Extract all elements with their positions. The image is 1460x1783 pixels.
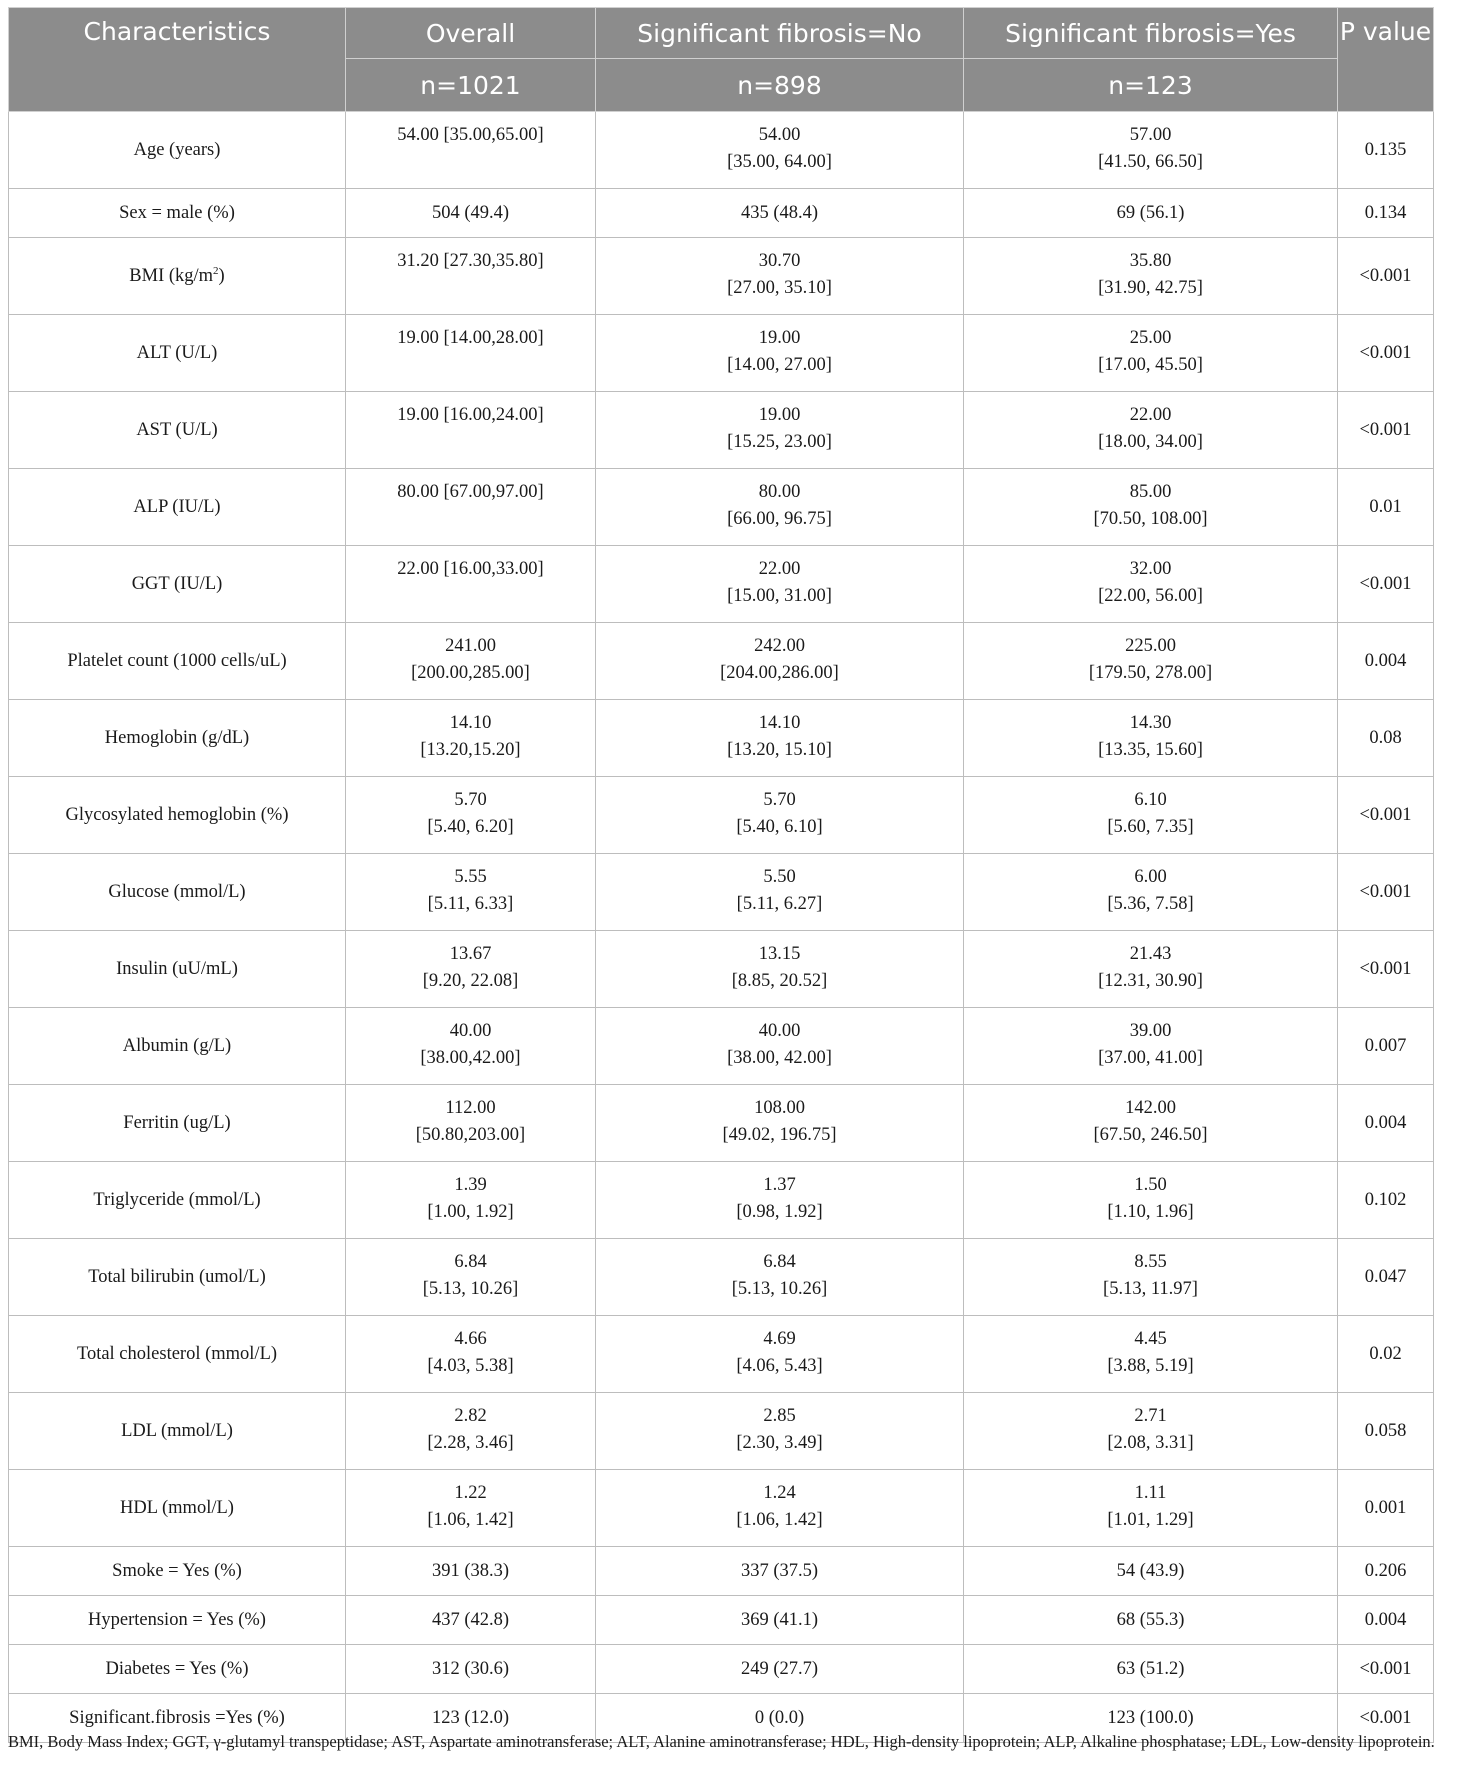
table-row — [9, 931, 1434, 1008]
cell-overall: 312 (30.6) — [346, 1645, 596, 1694]
cell-fibrosis-yes: 69 (56.1) — [964, 189, 1338, 238]
cell-fibrosis-no: 435 (48.4) — [596, 189, 964, 238]
cell-p-value: <0.001 — [1338, 931, 1434, 1008]
row-label: Glucose (mmol/L) — [9, 854, 346, 931]
table-row — [9, 1162, 1434, 1239]
cell-fibrosis-no: 6.84 [5.13, 10.26] — [596, 1239, 964, 1316]
cell-p-value: 0.02 — [1338, 1316, 1434, 1393]
header-fibrosis-no: Significant fibrosis=No — [596, 8, 964, 59]
cell-overall: 1.39 [1.00, 1.92] — [346, 1162, 596, 1239]
table-body — [9, 112, 1434, 1743]
cell-overall: 504 (49.4) — [346, 189, 596, 238]
cell-p-value: 0.004 — [1338, 1085, 1434, 1162]
cell-overall: 123 (12.0) — [346, 1694, 596, 1743]
table-row — [9, 1645, 1434, 1694]
cell-fibrosis-yes: 1.50 [1.10, 1.96] — [964, 1162, 1338, 1239]
row-label: Age (years) — [9, 112, 346, 189]
cell-fibrosis-no: 5.50 [5.11, 6.27] — [596, 854, 964, 931]
table-row — [9, 623, 1434, 700]
table-row — [9, 189, 1434, 238]
cell-p-value: 0.135 — [1338, 112, 1434, 189]
table-row — [9, 854, 1434, 931]
table-row — [9, 1085, 1434, 1162]
row-label: Hemoglobin (g/dL) — [9, 700, 346, 777]
row-label: HDL (mmol/L) — [9, 1470, 346, 1547]
cell-overall: 19.00 [16.00,24.00] — [346, 392, 596, 469]
table-row — [9, 777, 1434, 854]
row-label: Diabetes = Yes (%) — [9, 1645, 346, 1694]
characteristics-table — [8, 7, 1434, 1743]
cell-fibrosis-no: 0 (0.0) — [596, 1694, 964, 1743]
cell-fibrosis-no: 80.00 [66.00, 96.75] — [596, 469, 964, 546]
cell-p-value: <0.001 — [1338, 854, 1434, 931]
row-label: Sex = male (%) — [9, 189, 346, 238]
cell-p-value: 0.047 — [1338, 1239, 1434, 1316]
cell-fibrosis-no: 369 (41.1) — [596, 1596, 964, 1645]
cell-fibrosis-yes: 225.00 [179.50, 278.00] — [964, 623, 1338, 700]
header-p-value: P value — [1338, 8, 1434, 112]
table-row — [9, 1547, 1434, 1596]
cell-p-value: 0.08 — [1338, 700, 1434, 777]
cell-overall: 40.00 [38.00,42.00] — [346, 1008, 596, 1085]
cell-fibrosis-no: 13.15 [8.85, 20.52] — [596, 931, 964, 1008]
table-header — [9, 8, 1434, 112]
cell-overall: 5.55 [5.11, 6.33] — [346, 854, 596, 931]
cell-p-value: 0.206 — [1338, 1547, 1434, 1596]
cell-fibrosis-no: 1.37 [0.98, 1.92] — [596, 1162, 964, 1239]
cell-fibrosis-yes: 68 (55.3) — [964, 1596, 1338, 1645]
header-n-no: n=898 — [596, 59, 964, 112]
row-label: Smoke = Yes (%) — [9, 1547, 346, 1596]
table-row — [9, 1008, 1434, 1085]
cell-overall: 5.70 [5.40, 6.20] — [346, 777, 596, 854]
cell-fibrosis-no: 242.00 [204.00,286.00] — [596, 623, 964, 700]
cell-fibrosis-no: 30.70 [27.00, 35.10] — [596, 238, 964, 315]
table-footnote: BMI, Body Mass Index; GGT, γ-glutamyl transpeptidase; AST, Aspartate aminotransferase; ALT, Alanine aminotransferase; HDL, High-density lipoprotein; ALP, Alkaline phosphatase; LDL, Low-density lipoprotein. — [8, 1732, 1435, 1751]
cell-fibrosis-yes: 22.00 [18.00, 34.00] — [964, 392, 1338, 469]
row-label-text: BMI (kg/m — [129, 265, 214, 286]
cell-fibrosis-yes: 14.30 [13.35, 15.60] — [964, 700, 1338, 777]
cell-fibrosis-no: 1.24 [1.06, 1.42] — [596, 1470, 964, 1547]
row-label: ALT (U/L) — [9, 315, 346, 392]
cell-fibrosis-no: 5.70 [5.40, 6.10] — [596, 777, 964, 854]
table-row — [9, 238, 1434, 315]
table-row — [9, 1239, 1434, 1316]
cell-fibrosis-yes: 54 (43.9) — [964, 1547, 1338, 1596]
cell-fibrosis-yes: 85.00 [70.50, 108.00] — [964, 469, 1338, 546]
cell-p-value: <0.001 — [1338, 238, 1434, 315]
cell-fibrosis-no: 19.00 [14.00, 27.00] — [596, 315, 964, 392]
row-label: Albumin (g/L) — [9, 1008, 346, 1085]
cell-fibrosis-yes: 142.00 [67.50, 246.50] — [964, 1085, 1338, 1162]
cell-fibrosis-yes: 2.71 [2.08, 3.31] — [964, 1393, 1338, 1470]
table-row — [9, 469, 1434, 546]
cell-overall: 54.00 [35.00,65.00] — [346, 112, 596, 189]
table-row — [9, 392, 1434, 469]
table-row — [9, 1316, 1434, 1393]
cell-p-value: <0.001 — [1338, 1694, 1434, 1743]
cell-fibrosis-yes: 35.80 [31.90, 42.75] — [964, 238, 1338, 315]
cell-overall: 19.00 [14.00,28.00] — [346, 315, 596, 392]
cell-overall: 112.00 [50.80,203.00] — [346, 1085, 596, 1162]
cell-p-value: 0.004 — [1338, 1596, 1434, 1645]
cell-p-value: 0.058 — [1338, 1393, 1434, 1470]
header-characteristics: Characteristics — [9, 8, 346, 112]
cell-fibrosis-yes: 8.55 [5.13, 11.97] — [964, 1239, 1338, 1316]
cell-p-value: 0.007 — [1338, 1008, 1434, 1085]
cell-fibrosis-yes: 4.45 [3.88, 5.19] — [964, 1316, 1338, 1393]
cell-fibrosis-no: 22.00 [15.00, 31.00] — [596, 546, 964, 623]
cell-fibrosis-yes: 32.00 [22.00, 56.00] — [964, 546, 1338, 623]
row-label: AST (U/L) — [9, 392, 346, 469]
cell-fibrosis-no: 2.85 [2.30, 3.49] — [596, 1393, 964, 1470]
cell-overall: 14.10 [13.20,15.20] — [346, 700, 596, 777]
cell-fibrosis-no: 249 (27.7) — [596, 1645, 964, 1694]
table-row — [9, 1596, 1434, 1645]
row-label: GGT (IU/L) — [9, 546, 346, 623]
table-row — [9, 546, 1434, 623]
row-label: Hypertension = Yes (%) — [9, 1596, 346, 1645]
cell-p-value: <0.001 — [1338, 315, 1434, 392]
header-n-yes: n=123 — [964, 59, 1338, 112]
cell-overall: 4.66 [4.03, 5.38] — [346, 1316, 596, 1393]
cell-fibrosis-yes: 39.00 [37.00, 41.00] — [964, 1008, 1338, 1085]
cell-p-value: <0.001 — [1338, 392, 1434, 469]
cell-overall: 1.22 [1.06, 1.42] — [346, 1470, 596, 1547]
row-label: LDL (mmol/L) — [9, 1393, 346, 1470]
cell-fibrosis-no: 40.00 [38.00, 42.00] — [596, 1008, 964, 1085]
table-row — [9, 112, 1434, 189]
cell-overall: 13.67 [9.20, 22.08] — [346, 931, 596, 1008]
cell-fibrosis-no: 4.69 [4.06, 5.43] — [596, 1316, 964, 1393]
cell-overall: 31.20 [27.30,35.80] — [346, 238, 596, 315]
row-label: Glycosylated hemoglobin (%) — [9, 777, 346, 854]
cell-p-value: 0.01 — [1338, 469, 1434, 546]
table-row — [9, 315, 1434, 392]
cell-fibrosis-no: 108.00 [49.02, 196.75] — [596, 1085, 964, 1162]
cell-fibrosis-no: 337 (37.5) — [596, 1547, 964, 1596]
header-overall: Overall — [346, 8, 596, 59]
row-label: Total cholesterol (mmol/L) — [9, 1316, 346, 1393]
table-row — [9, 1393, 1434, 1470]
row-label: Insulin (uU/mL) — [9, 931, 346, 1008]
cell-p-value: 0.134 — [1338, 189, 1434, 238]
row-label: Ferritin (ug/L) — [9, 1085, 346, 1162]
cell-fibrosis-no: 54.00 [35.00, 64.00] — [596, 112, 964, 189]
table-row — [9, 1470, 1434, 1547]
cell-overall: 80.00 [67.00,97.00] — [346, 469, 596, 546]
cell-overall: 22.00 [16.00,33.00] — [346, 546, 596, 623]
cell-fibrosis-yes: 6.10 [5.60, 7.35] — [964, 777, 1338, 854]
cell-p-value: 0.102 — [1338, 1162, 1434, 1239]
row-label — [9, 238, 346, 315]
cell-fibrosis-yes: 6.00 [5.36, 7.58] — [964, 854, 1338, 931]
row-label: Total bilirubin (umol/L) — [9, 1239, 346, 1316]
cell-fibrosis-no: 19.00 [15.25, 23.00] — [596, 392, 964, 469]
row-label: Platelet count (1000 cells/uL) — [9, 623, 346, 700]
cell-p-value: 0.004 — [1338, 623, 1434, 700]
cell-overall: 391 (38.3) — [346, 1547, 596, 1596]
cell-fibrosis-yes: 63 (51.2) — [964, 1645, 1338, 1694]
row-label: Triglyceride (mmol/L) — [9, 1162, 346, 1239]
cell-fibrosis-yes: 25.00 [17.00, 45.50] — [964, 315, 1338, 392]
cell-fibrosis-yes: 1.11 [1.01, 1.29] — [964, 1470, 1338, 1547]
cell-overall: 2.82 [2.28, 3.46] — [346, 1393, 596, 1470]
row-label-text-end: ) — [218, 265, 225, 286]
row-label: Significant.fibrosis =Yes (%) — [9, 1694, 346, 1743]
cell-p-value: <0.001 — [1338, 1645, 1434, 1694]
cell-overall: 6.84 [5.13, 10.26] — [346, 1239, 596, 1316]
cell-p-value: 0.001 — [1338, 1470, 1434, 1547]
table-row — [9, 700, 1434, 777]
header-fibrosis-yes: Significant fibrosis=Yes — [964, 8, 1338, 59]
cell-fibrosis-yes: 57.00 [41.50, 66.50] — [964, 112, 1338, 189]
cell-fibrosis-yes: 21.43 [12.31, 30.90] — [964, 931, 1338, 1008]
header-n-overall: n=1021 — [346, 59, 596, 112]
cell-p-value: <0.001 — [1338, 777, 1434, 854]
row-label: ALP (IU/L) — [9, 469, 346, 546]
row-label-superscript: 2 — [213, 264, 219, 277]
cell-p-value: <0.001 — [1338, 546, 1434, 623]
cell-fibrosis-yes: 123 (100.0) — [964, 1694, 1338, 1743]
cell-overall: 437 (42.8) — [346, 1596, 596, 1645]
cell-overall: 241.00 [200.00,285.00] — [346, 623, 596, 700]
cell-fibrosis-no: 14.10 [13.20, 15.10] — [596, 700, 964, 777]
